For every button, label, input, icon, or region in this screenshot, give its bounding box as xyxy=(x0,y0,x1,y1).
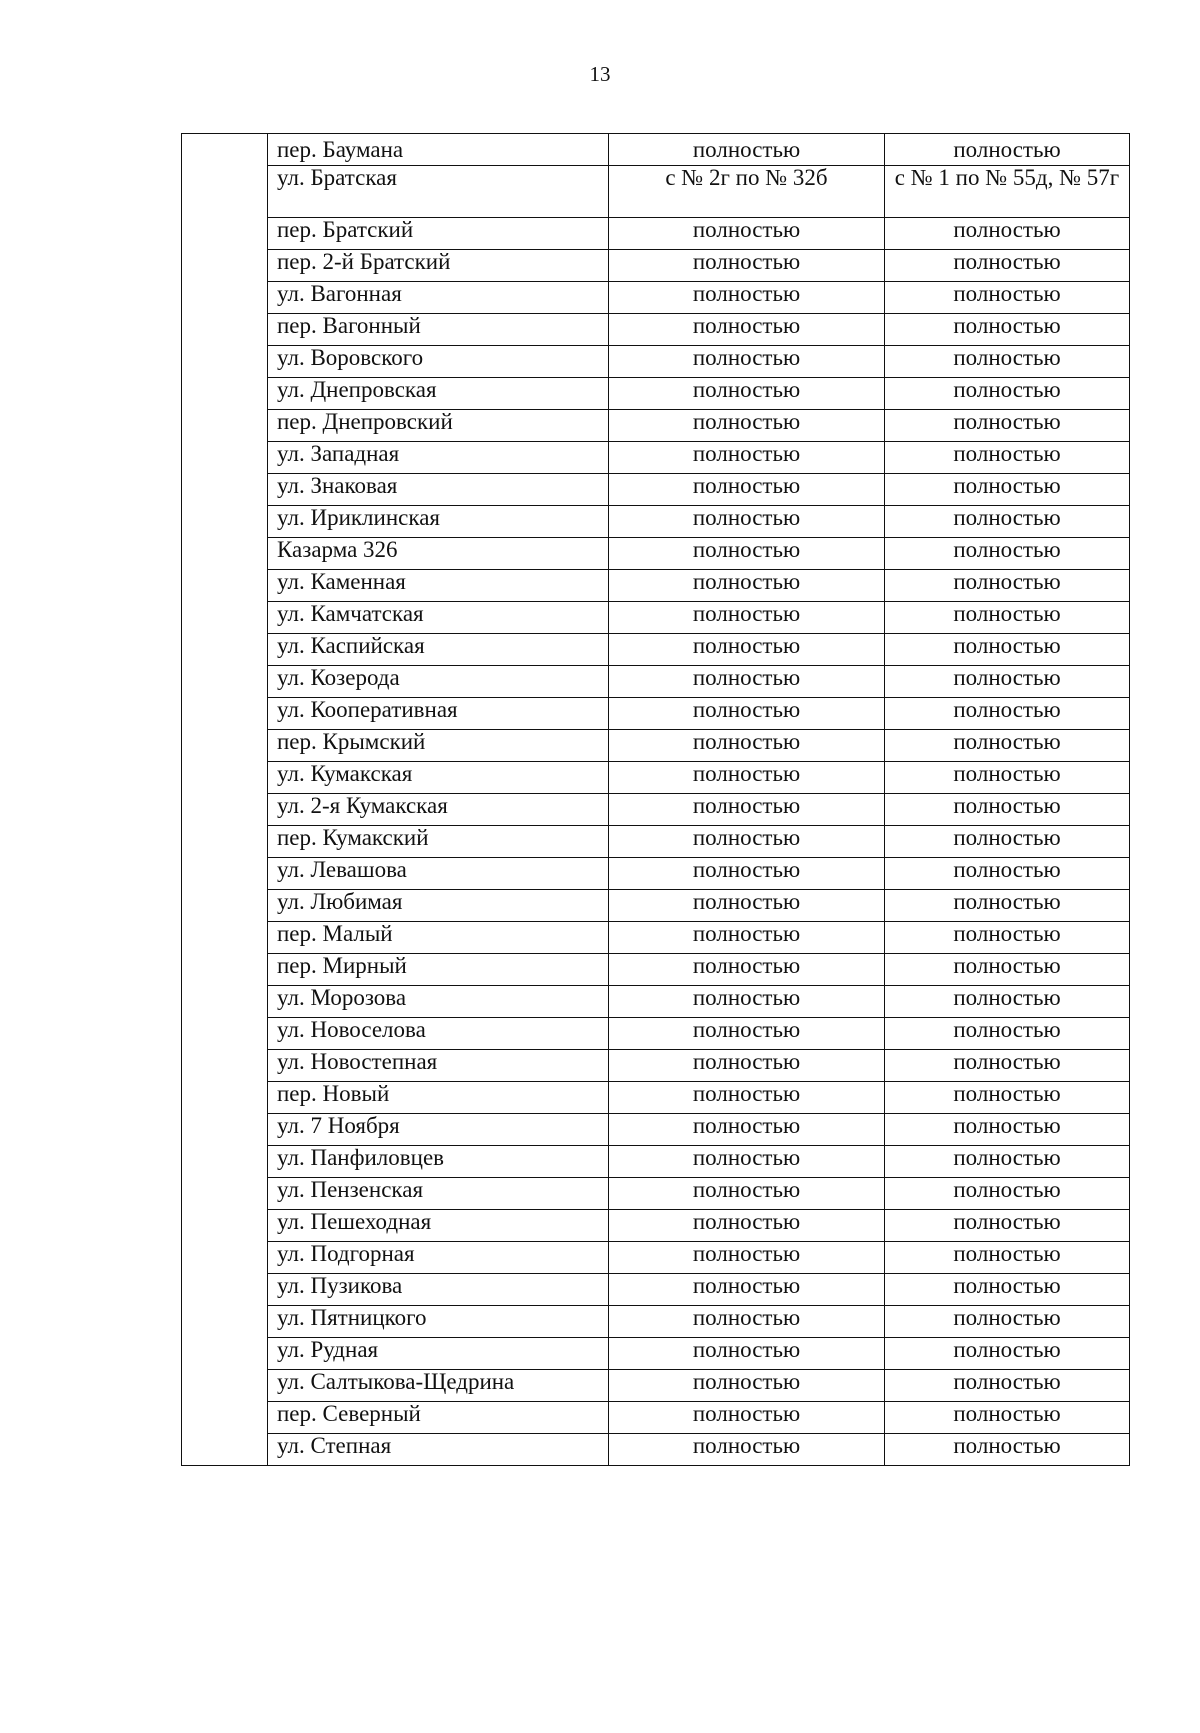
table-row xyxy=(182,250,1130,282)
street-cell: ул. Пензенская xyxy=(268,1178,609,1210)
street-cell: ул. Знаковая xyxy=(268,474,609,506)
even-range-cell: полностью xyxy=(609,698,885,730)
even-range-cell: полностью xyxy=(609,1178,885,1210)
table-row xyxy=(182,442,1130,474)
even-range-cell: полностью xyxy=(609,1018,885,1050)
even-range-cell: полностью xyxy=(609,346,885,378)
table-row xyxy=(182,218,1130,250)
empty-cell xyxy=(182,1306,268,1338)
empty-cell xyxy=(182,218,268,250)
street-cell: пер. Северный xyxy=(268,1402,609,1434)
odd-range-cell: полностью xyxy=(885,826,1130,858)
empty-cell xyxy=(182,826,268,858)
table-row xyxy=(182,1114,1130,1146)
street-cell: пер. Крымский xyxy=(268,730,609,762)
empty-cell xyxy=(182,1210,268,1242)
empty-cell xyxy=(182,698,268,730)
empty-cell xyxy=(182,166,268,218)
table-row xyxy=(182,1050,1130,1082)
odd-range-cell: полностью xyxy=(885,410,1130,442)
even-range-cell: полностью xyxy=(609,1242,885,1274)
table-row xyxy=(182,166,1130,218)
odd-range-cell: полностью xyxy=(885,730,1130,762)
street-cell: ул. Морозова xyxy=(268,986,609,1018)
empty-cell xyxy=(182,410,268,442)
table-row xyxy=(182,538,1130,570)
street-cell: ул. Любимая xyxy=(268,890,609,922)
empty-cell xyxy=(182,762,268,794)
odd-range-cell: полностью xyxy=(885,1114,1130,1146)
empty-cell xyxy=(182,602,268,634)
odd-range-cell: полностью xyxy=(885,794,1130,826)
table-row xyxy=(182,1338,1130,1370)
odd-range-cell: полностью xyxy=(885,890,1130,922)
street-cell: ул. Братская xyxy=(268,166,609,218)
empty-cell xyxy=(182,346,268,378)
table-row xyxy=(182,346,1130,378)
even-range-cell: полностью xyxy=(609,134,885,166)
odd-range-cell: полностью xyxy=(885,1082,1130,1114)
empty-cell xyxy=(182,1274,268,1306)
table-row xyxy=(182,1210,1130,1242)
odd-range-cell: полностью xyxy=(885,1274,1130,1306)
empty-cell xyxy=(182,314,268,346)
empty-cell xyxy=(182,986,268,1018)
table-row xyxy=(182,410,1130,442)
odd-range-cell: полностью xyxy=(885,1146,1130,1178)
table-row xyxy=(182,922,1130,954)
street-cell: ул. Степная xyxy=(268,1434,609,1466)
street-cell: Казарма 326 xyxy=(268,538,609,570)
street-cell: ул. Западная xyxy=(268,442,609,474)
odd-range-cell: полностью xyxy=(885,134,1130,166)
odd-range-cell: полностью xyxy=(885,1370,1130,1402)
address-table-body xyxy=(182,134,1130,1466)
odd-range-cell: полностью xyxy=(885,666,1130,698)
street-cell: ул. Новостепная xyxy=(268,1050,609,1082)
even-range-cell: полностью xyxy=(609,1146,885,1178)
table-row xyxy=(182,134,1130,166)
table-row xyxy=(182,890,1130,922)
even-range-cell: полностью xyxy=(609,314,885,346)
table-row xyxy=(182,730,1130,762)
table-row xyxy=(182,506,1130,538)
odd-range-cell: полностью xyxy=(885,282,1130,314)
even-range-cell: полностью xyxy=(609,1082,885,1114)
empty-cell xyxy=(182,282,268,314)
table-row xyxy=(182,826,1130,858)
street-cell: ул. Днепровская xyxy=(268,378,609,410)
even-range-cell: полностью xyxy=(609,506,885,538)
street-cell: ул. Каспийская xyxy=(268,634,609,666)
table-row xyxy=(182,986,1130,1018)
odd-range-cell: полностью xyxy=(885,698,1130,730)
street-cell: пер. Братский xyxy=(268,218,609,250)
odd-range-cell: полностью xyxy=(885,1434,1130,1466)
empty-cell xyxy=(182,442,268,474)
empty-cell xyxy=(182,1338,268,1370)
even-range-cell: полностью xyxy=(609,218,885,250)
table-row xyxy=(182,634,1130,666)
empty-cell xyxy=(182,1178,268,1210)
table-row xyxy=(182,1242,1130,1274)
even-range-cell: полностью xyxy=(609,1306,885,1338)
empty-cell xyxy=(182,794,268,826)
table-row xyxy=(182,858,1130,890)
empty-cell xyxy=(182,538,268,570)
street-cell: пер. Малый xyxy=(268,922,609,954)
empty-cell xyxy=(182,1370,268,1402)
street-cell: ул. Ириклинская xyxy=(268,506,609,538)
table-row xyxy=(182,570,1130,602)
even-range-cell: полностью xyxy=(609,730,885,762)
odd-range-cell: полностью xyxy=(885,1338,1130,1370)
table-row xyxy=(182,314,1130,346)
odd-range-cell: с № 1 по № 55д, № 57г xyxy=(885,166,1130,218)
even-range-cell: полностью xyxy=(609,986,885,1018)
even-range-cell: полностью xyxy=(609,378,885,410)
street-cell: пер. Вагонный xyxy=(268,314,609,346)
odd-range-cell: полностью xyxy=(885,442,1130,474)
table-row xyxy=(182,954,1130,986)
odd-range-cell: полностью xyxy=(885,538,1130,570)
street-cell: ул. Каменная xyxy=(268,570,609,602)
odd-range-cell: полностью xyxy=(885,346,1130,378)
street-cell: ул. 2-я Кумакская xyxy=(268,794,609,826)
table-row xyxy=(182,1018,1130,1050)
page-number: 13 xyxy=(589,62,611,86)
even-range-cell: полностью xyxy=(609,922,885,954)
even-range-cell: полностью xyxy=(609,954,885,986)
odd-range-cell: полностью xyxy=(885,922,1130,954)
odd-range-cell: полностью xyxy=(885,762,1130,794)
table-row xyxy=(182,1178,1130,1210)
empty-cell xyxy=(182,890,268,922)
even-range-cell: полностью xyxy=(609,858,885,890)
empty-cell xyxy=(182,134,268,166)
empty-cell xyxy=(182,858,268,890)
empty-cell xyxy=(182,378,268,410)
even-range-cell: полностью xyxy=(609,602,885,634)
even-range-cell: полностью xyxy=(609,250,885,282)
empty-cell xyxy=(182,474,268,506)
even-range-cell: полностью xyxy=(609,474,885,506)
table-row xyxy=(182,1082,1130,1114)
street-cell: пер. Мирный xyxy=(268,954,609,986)
street-cell: ул. Пузикова xyxy=(268,1274,609,1306)
empty-cell xyxy=(182,1114,268,1146)
table-row xyxy=(182,1306,1130,1338)
even-range-cell: полностью xyxy=(609,762,885,794)
street-cell: пер. Кумакский xyxy=(268,826,609,858)
street-cell: ул. Рудная xyxy=(268,1338,609,1370)
even-range-cell: полностью xyxy=(609,1370,885,1402)
empty-cell xyxy=(182,1018,268,1050)
odd-range-cell: полностью xyxy=(885,314,1130,346)
street-cell: ул. Воровского xyxy=(268,346,609,378)
even-range-cell: полностью xyxy=(609,570,885,602)
odd-range-cell: полностью xyxy=(885,954,1130,986)
street-cell: ул. Кооперативная xyxy=(268,698,609,730)
street-cell: пер. Баумана xyxy=(268,134,609,166)
even-range-cell: полностью xyxy=(609,282,885,314)
odd-range-cell: полностью xyxy=(885,1306,1130,1338)
odd-range-cell: полностью xyxy=(885,474,1130,506)
street-cell: ул. Подгорная xyxy=(268,1242,609,1274)
table-row xyxy=(182,602,1130,634)
even-range-cell: полностью xyxy=(609,1050,885,1082)
table-row xyxy=(182,698,1130,730)
empty-cell xyxy=(182,730,268,762)
empty-cell xyxy=(182,1082,268,1114)
even-range-cell: полностью xyxy=(609,1434,885,1466)
empty-cell xyxy=(182,250,268,282)
odd-range-cell: полностью xyxy=(885,250,1130,282)
odd-range-cell: полностью xyxy=(885,506,1130,538)
street-cell: ул. 7 Ноября xyxy=(268,1114,609,1146)
empty-cell xyxy=(182,954,268,986)
street-cell: пер. 2-й Братский xyxy=(268,250,609,282)
odd-range-cell: полностью xyxy=(885,378,1130,410)
even-range-cell: полностью xyxy=(609,538,885,570)
street-cell: ул. Панфиловцев xyxy=(268,1146,609,1178)
street-cell: пер. Днепровский xyxy=(268,410,609,442)
table-row xyxy=(182,1434,1130,1466)
table-row xyxy=(182,282,1130,314)
empty-cell xyxy=(182,922,268,954)
street-cell: пер. Новый xyxy=(268,1082,609,1114)
empty-cell xyxy=(182,1242,268,1274)
street-cell: ул. Салтыкова-Щедрина xyxy=(268,1370,609,1402)
street-cell: ул. Кумакская xyxy=(268,762,609,794)
even-range-cell: полностью xyxy=(609,1114,885,1146)
street-cell: ул. Вагонная xyxy=(268,282,609,314)
odd-range-cell: полностью xyxy=(885,1402,1130,1434)
table-row xyxy=(182,378,1130,410)
odd-range-cell: полностью xyxy=(885,1018,1130,1050)
table-row xyxy=(182,1402,1130,1434)
street-cell: ул. Пятницкого xyxy=(268,1306,609,1338)
empty-cell xyxy=(182,1434,268,1466)
even-range-cell: полностью xyxy=(609,410,885,442)
empty-cell xyxy=(182,666,268,698)
empty-cell xyxy=(182,1050,268,1082)
street-cell: ул. Камчатская xyxy=(268,602,609,634)
empty-cell xyxy=(182,1146,268,1178)
street-cell: ул. Новоселова xyxy=(268,1018,609,1050)
even-range-cell: с № 2г по № 32б xyxy=(609,166,885,218)
table-row xyxy=(182,474,1130,506)
even-range-cell: полностью xyxy=(609,1338,885,1370)
empty-cell xyxy=(182,570,268,602)
odd-range-cell: полностью xyxy=(885,570,1130,602)
odd-range-cell: полностью xyxy=(885,986,1130,1018)
address-table xyxy=(181,133,1130,1466)
odd-range-cell: полностью xyxy=(885,218,1130,250)
odd-range-cell: полностью xyxy=(885,1210,1130,1242)
empty-cell xyxy=(182,1402,268,1434)
odd-range-cell: полностью xyxy=(885,602,1130,634)
even-range-cell: полностью xyxy=(609,666,885,698)
even-range-cell: полностью xyxy=(609,1274,885,1306)
odd-range-cell: полностью xyxy=(885,1050,1130,1082)
even-range-cell: полностью xyxy=(609,794,885,826)
table-row xyxy=(182,1274,1130,1306)
odd-range-cell: полностью xyxy=(885,858,1130,890)
odd-range-cell: полностью xyxy=(885,634,1130,666)
even-range-cell: полностью xyxy=(609,442,885,474)
table-row xyxy=(182,1146,1130,1178)
street-cell: ул. Козерода xyxy=(268,666,609,698)
even-range-cell: полностью xyxy=(609,826,885,858)
even-range-cell: полностью xyxy=(609,1402,885,1434)
street-cell: ул. Пешеходная xyxy=(268,1210,609,1242)
even-range-cell: полностью xyxy=(609,1210,885,1242)
empty-cell xyxy=(182,506,268,538)
table-row xyxy=(182,794,1130,826)
table-row xyxy=(182,762,1130,794)
odd-range-cell: полностью xyxy=(885,1242,1130,1274)
even-range-cell: полностью xyxy=(609,634,885,666)
table-row xyxy=(182,1370,1130,1402)
even-range-cell: полностью xyxy=(609,890,885,922)
street-cell: ул. Левашова xyxy=(268,858,609,890)
empty-cell xyxy=(182,634,268,666)
table-row xyxy=(182,666,1130,698)
odd-range-cell: полностью xyxy=(885,1178,1130,1210)
